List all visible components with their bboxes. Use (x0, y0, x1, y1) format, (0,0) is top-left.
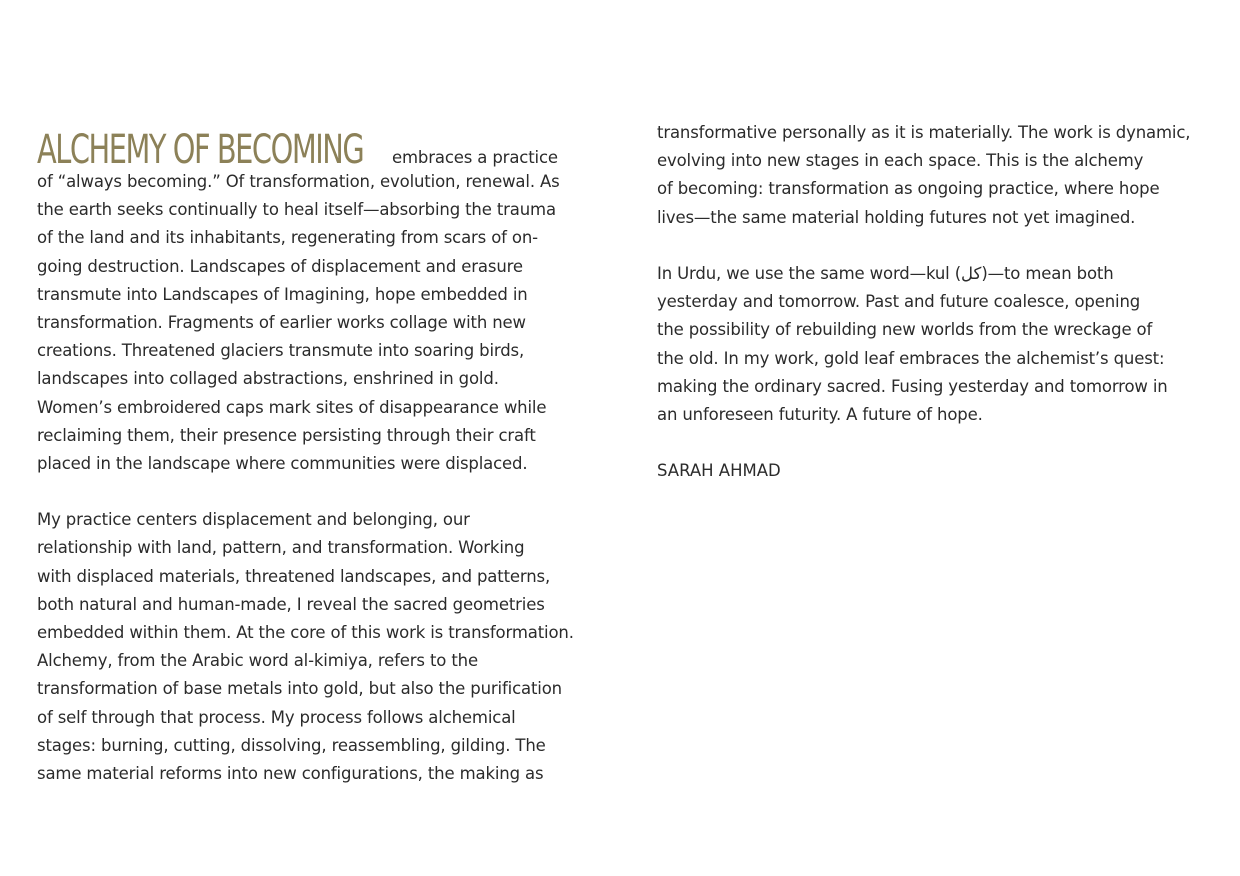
text-line: landscapes into collaged abstractions, enshrined in gold. (37, 369, 499, 389)
text-line: Women’s embroidered caps mark sites of disappearance while (37, 397, 547, 417)
author-name: SARAH AHMAD (657, 461, 781, 481)
text-line: yesterday and tomorrow. Past and future coalesce, opening (657, 292, 1141, 312)
text-line: transformative personally as it is materially. The work is dynamic, (657, 123, 1191, 142)
paragraph-gap (657, 232, 1227, 260)
text-line: My practice centers displacement and belonging, our (37, 510, 470, 530)
text-line: of the land and its inhabitants, regenerating from scars of on- (37, 228, 538, 248)
text-line: stages: burning, cutting, dissolving, reassembling, gilding. The (37, 735, 546, 755)
text-line: of “always becoming.” Of transformation, evolution, renewal. As (37, 172, 560, 191)
text-line: the earth seeks continually to heal itself—absorbing the trauma (37, 200, 556, 220)
urdu-line-before: In Urdu, we use the same word—kul ( (657, 263, 961, 283)
paragraph-2 (37, 506, 597, 788)
paragraph-gap (37, 478, 597, 506)
text-line: going destruction. Landscapes of displacement and erasure (37, 256, 523, 276)
text-line-urdu (657, 260, 1227, 288)
text-line: placed in the landscape where communities were displaced. (37, 453, 528, 473)
text-line: evolving into new stages in each space. This is the alchemy (657, 151, 1144, 171)
text-line: lives—the same material holding futures not yet imagined. (657, 207, 1136, 227)
text-line: of becoming: transformation as ongoing practice, where hope (657, 179, 1160, 199)
paragraph-4 (657, 260, 1227, 429)
right-column (657, 119, 1227, 485)
text-line: with displaced materials, threatened landscapes, and patterns, (37, 566, 551, 586)
text-line: making the ordinary sacred. Fusing yesterday and tomorrow in (657, 376, 1168, 396)
paragraph-gap (657, 429, 1227, 457)
urdu-line-after: )—to mean both (981, 263, 1114, 283)
text-line: the possibility of rebuilding new worlds from the wreckage of (657, 320, 1153, 340)
text-line: both natural and human-made, I reveal the sacred geometries (37, 594, 545, 614)
text-line: an unforeseen futurity. A future of hope. (657, 404, 983, 424)
text-line: creations. Threatened glaciers transmute into soaring birds, (37, 341, 525, 361)
text-line: of self through that process. My process follows alchemical (37, 707, 516, 727)
urdu-word: کل (960, 263, 982, 283)
paragraph-1 (37, 168, 597, 478)
text-line: transformation. Fragments of earlier works collage with new (37, 312, 526, 332)
paragraph-3 (657, 119, 1227, 232)
text-line: Alchemy, from the Arabic word al-kimiya, refers to the (37, 651, 478, 671)
text-line: same material reforms into new configurations, the making as (37, 763, 544, 783)
text-line: transformation of base metals into gold, but also the purification (37, 679, 562, 699)
text-line: the old. In my work, gold leaf embraces the alchemist’s quest: (657, 348, 1165, 368)
text-line: embedded within them. At the core of this work is transformation. (37, 623, 574, 642)
text-line: transmute into Landscapes of Imagining, hope embedded in (37, 284, 528, 304)
text-line: reclaiming them, their presence persisting through their craft (37, 425, 536, 445)
left-column (37, 124, 597, 788)
intro-text: embraces a practice (392, 148, 558, 167)
page-title: ALCHEMY OF BECOMING (37, 127, 364, 173)
text-line: relationship with land, pattern, and transformation. Working (37, 538, 525, 558)
